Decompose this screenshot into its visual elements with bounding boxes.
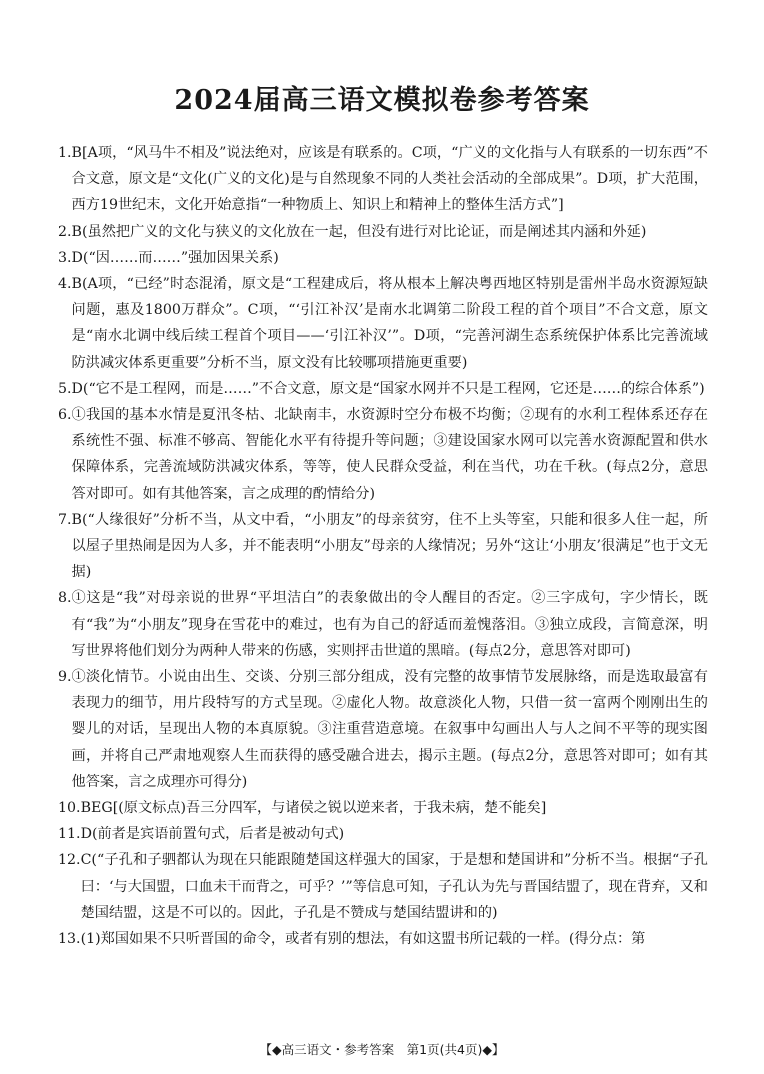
answer-item [58,926,708,952]
answer-item [58,585,708,664]
answer-number: 2. [58,223,72,240]
answer-number: 1. [58,145,72,161]
answer-text: D(“它不是工程网，而是……”不合文意，原文是“国家水网并不只是工程网，它还是……的综合体系”) [71,380,705,397]
answer-number: 10. [58,800,81,817]
answer-item [58,507,708,586]
answer-text: B[A项，“风马牛不相及”说法绝对，应该是有联系的。C项，“广义的文化指与人有联系的一切东西”不合文意，原文是“文化(广义的文化)是与自然现象不同的人类社会活动的全部成果”。D项，扩大范围，西方19世纪末，文化开始意指“一种物质上、知识上和精神上的整体生活方式”] [71,145,708,214]
answer-number: 3. [58,249,72,266]
answer-list [58,140,708,952]
answer-text: BEG[(原文标点)吾三分四军，与诸侯之锐以逆来者，于我未病，楚不能矣] [80,800,547,817]
answer-number: 13. [58,931,81,948]
answer-item [58,402,708,507]
answer-text: ①淡化情节。小说由出生、交谈、分别三部分组成，没有完整的故事情节发展脉络，而是选取最富有表现力的细节，用片段特写的方式呈现。②虚化人物。故意淡化人物，只借一贫一富两个刚刚出生的婴儿的对话，呈现出人物的本真原貌。③注重营造意境。在叙事中勾画出人与人之间不平等的现实图画，并将自己严肃地观察人生而获得的感受融合进去，揭示主题。(每点2分，意思答对即可；如有其他答案，言之成理亦可得分) [71,669,708,790]
answer-number: 5. [58,380,72,397]
answer-text: B(A项，“已经”时态混淆，原文是“工程建成后，将从根本上解决粤西地区特别是雷州半岛水资源短缺问题，惠及1800万群众”。C项，“‘引江补汉’是南水北调第二阶段工程的首个项目”不合文意，原文是“南水北调中线后续工程首个项目——‘引江补汉’”。D项，“完善河湖生态系统保护体系比完善流域防洪减灾体系更重要”分析不当，原文没有比较哪项措施更重要) [71,276,708,371]
answer-text: B(“人缘很好”分析不当，从文中看，“小朋友”的母亲贫穷，住不上头等室，只能和很多人住一起，所以屋子里热闹是因为人多，并不能表明“小朋友”母亲的人缘情况；另外“这让‘小朋友’很满足”也于文无据) [71,511,708,581]
answer-number: 6. [58,407,72,424]
answer-text: ①这是“我”对母亲说的世界“平坦洁白”的表象做出的令人醒目的否定。②三字成句，字少情长，既有“我”为“小朋友”现身在雪花中的难过，也有为自己的舒适而羞愧落泪。③独立成段，言简意深，明写世界将他们划分为两种人带来的伤感，实则抨击世道的黑暗。(每点2分，意思答对即可) [71,590,708,659]
page-footer: 【◆高三语文・参考答案 第1页(共4页)◆】 [259,1042,505,1057]
answer-number: 8. [58,590,72,607]
answer-text: (1)郑国如果不只听晋国的命令，或者有别的想法，有如这盟书所记载的一样。(得分点：第 [80,931,646,948]
answer-item [58,245,708,271]
answer-item [58,664,708,795]
answer-item [58,821,708,847]
answer-item [58,376,708,402]
answer-item [58,140,708,219]
answer-item [58,847,708,926]
answer-text: ①我国的基本水情是夏汛冬枯、北缺南丰，水资源时空分布极不均衡；②现有的水利工程体系还存在系统性不强、标准不够高、智能化水平有待提升等问题；③建设国家水网可以完善水资源配置和供水保障体系，完善流域防洪减灾体系，等等，使人民群众受益，利在当代，功在千秋。(每点2分，意思答对即可。如有其他答案，言之成理的酌情给分) [71,407,708,502]
answer-item [58,219,708,245]
answer-text: B(虽然把广义的文化与狭义的文化放在一起，但没有进行对比论证，而是阐述其内涵和外延) [71,223,647,240]
answer-number: 4. [58,276,72,293]
answer-item [58,795,708,821]
answer-number: 7. [58,511,72,528]
answer-number: 9. [58,669,72,686]
answer-number: 12. [58,852,81,869]
answer-item [58,271,708,376]
answer-text: D(“因……而……”强加因果关系) [71,249,279,266]
answer-text: C(“子孔和子驷都认为现在只能跟随楚国这样强大的国家，于是想和楚国讲和”分析不当。根据“子孔曰：‘与大国盟，口血未干而背之，可乎？’”等信息可知，子孔认为先与晋国结盟了，现在背弃，又和楚国结盟，这是不可以的。因此，子孔是不赞成与楚国结盟讲和的) [80,852,708,921]
page-title: 2024届高三语文模拟卷参考答案 [174,85,590,116]
answer-text: D(前者是宾语前置句式，后者是被动句式) [80,826,345,843]
answer-number: 11. [58,826,81,843]
